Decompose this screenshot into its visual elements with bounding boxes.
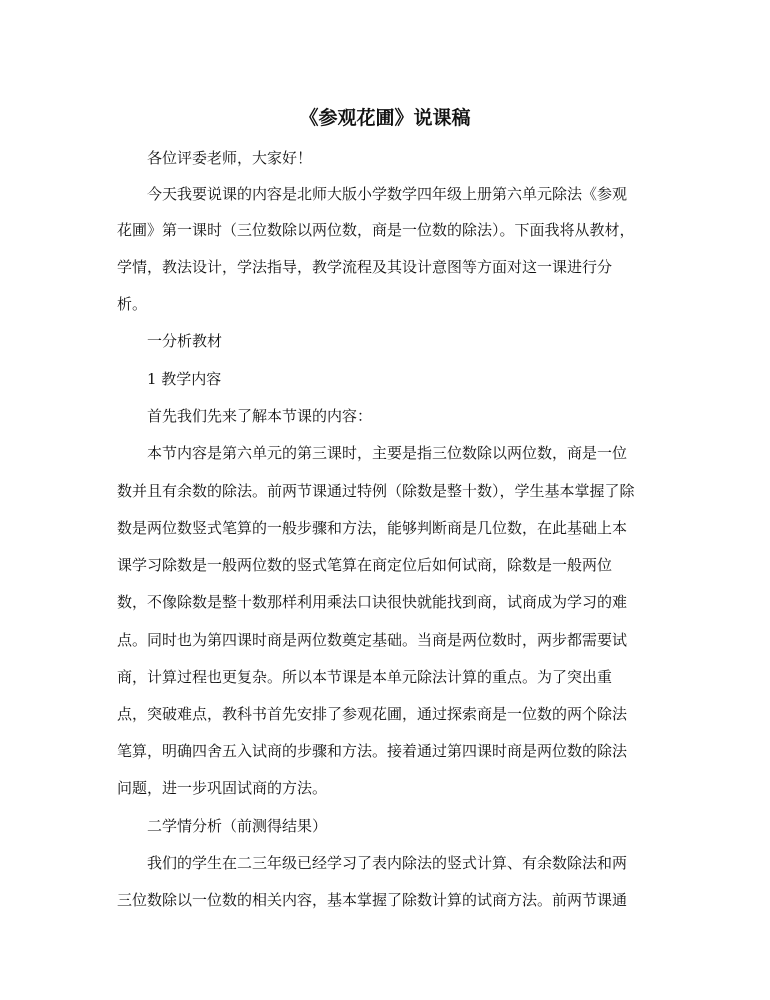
document-title: 《参观花圃》说课稿 <box>299 107 471 129</box>
paragraph-line: 点。同时也为第四课时商是两位数奠定基础。当商是两位数时，两步都需要试 <box>117 631 628 649</box>
paragraph-line: 首先我们先来了解本节课的内容： <box>147 407 373 425</box>
paragraph-line: 课学习除数是一般两位数的竖式笔算在商定位后如何试商，除数是一般两位 <box>117 556 613 574</box>
paragraph-line: 析。 <box>117 295 148 313</box>
subsection-heading: 1 教学内容 <box>147 370 222 388</box>
paragraph-line: 数并且有余数的除法。前两节课通过特例（除数是整十数），学生基本掌握了除 <box>117 482 635 500</box>
paragraph-line: 我们的学生在二三年级已经学习了表内除法的竖式计算、有余数除法和两 <box>147 854 628 872</box>
paragraph-line: 数，不像除数是整十数那样利用乘法口诀很快就能找到商，试商成为学习的难 <box>117 593 628 611</box>
paragraph-line: 本节内容是第六单元的第三课时，主要是指三位数除以两位数，商是一位 <box>147 444 628 462</box>
paragraph-line: 数是两位数竖式笔算的一般步骤和方法，能够判断商是几位数，在此基础上本 <box>117 519 628 537</box>
paragraph-line: 问题，进一步巩固试商的方法。 <box>117 779 328 797</box>
paragraph-line: 今天我要说课的内容是北师大版小学数学四年级上册第六单元除法《参观 <box>147 185 628 203</box>
paragraph-line: 点，突破难点，教科书首先安排了参观花圃，通过探索商是一位数的两个除法 <box>117 705 628 723</box>
paragraph-line: 学情，教法设计，学法指导，教学流程及其设计意图等方面对这一课进行分 <box>117 258 613 276</box>
paragraph-line: 各位评委老师，大家好！ <box>147 149 313 167</box>
section-heading: 二学情分析（前测得结果） <box>147 817 328 835</box>
paragraph-line: 三位数除以一位数的相关内容，基本掌握了除数计算的试商方法。前两节课通 <box>117 891 628 909</box>
paragraph-line: 花圃》第一课时（三位数除以两位数，商是一位数的除法）。下面我将从教材， <box>117 221 635 239</box>
paragraph-line: 笔算，明确四舍五入试商的步骤和方法。接着通过第四课时商是两位数的除法 <box>117 742 628 760</box>
section-heading: 一分析教材 <box>147 332 223 350</box>
paragraph-line: 商，计算过程也更复杂。所以本节课是本单元除法计算的重点。为了突出重 <box>117 668 613 686</box>
